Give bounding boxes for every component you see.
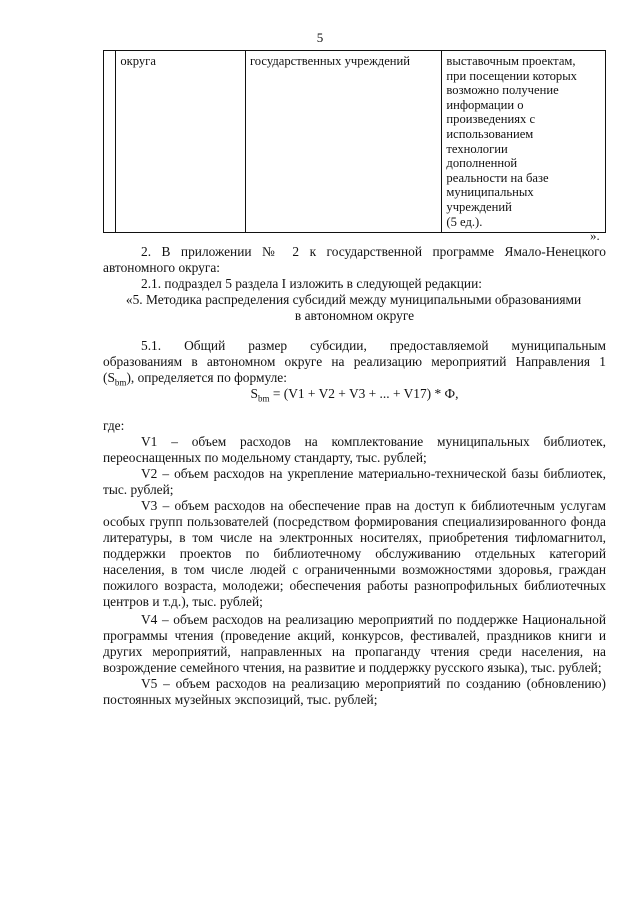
section-2-line-1: 2. В приложении № 2 к государственной программе Ямало-Ненецкого bbox=[141, 244, 606, 259]
indicator-line: дополненной bbox=[446, 156, 518, 171]
indicator-line: (5 ед.). bbox=[446, 214, 483, 229]
indicator-line: муниципальных bbox=[446, 185, 534, 200]
indicator-line: возможно получение bbox=[446, 83, 559, 98]
definition-v3: V3 – объем расходов на обеспечение прав на доступ к библиотечным услугам особых групп пользователей (посредством формирования специализированного фонда литературы, в том числе на электронных носителях, приобретения тифломагнитол, поддержки проектов по библиотечному обслуживанию отдельных категорий населения, в том числе людей с ограниченными возможностями здоровья, граждан пожилого возраста, молодежи; обеспечения работы разнопрофильных библиотечных центров и т.д.), тыс. рублей; bbox=[103, 498, 606, 609]
methodology-heading-line-1: «5. Методика распределения субсидий между муниципальными образованиями bbox=[125, 292, 582, 307]
table-cell-region: округа bbox=[116, 51, 246, 233]
definition-v5: V5 – объем расходов на реализацию мероприятий по созданию (обновлению) постоянных музейных экспозиций, тыс. рублей; bbox=[103, 676, 606, 707]
paragraph-5-1-line-1: 5.1. Общий размер субсидии, предоставляемой муниципальным bbox=[141, 338, 606, 353]
indicator-line: учреждений bbox=[446, 199, 512, 214]
table-cell-indicator bbox=[442, 51, 606, 233]
sbm-subscript: bm bbox=[114, 377, 127, 388]
methodology-heading-line-2: в автономном округе bbox=[294, 308, 415, 323]
indicator-line: при посещении которых bbox=[446, 68, 577, 83]
definition-v1: V1 – объем расходов на комплектование муниципальных библиотек, переоснащенных по модельному стандарту, тыс. рублей; bbox=[103, 434, 606, 465]
indicator-line: выставочным проектам, bbox=[446, 54, 576, 68]
definition-v4: V4 – объем расходов на реализацию мероприятий по поддержке Национальной программы чтения (проведение акций, конкурсов, фестивалей, праздников книги и других мероприятий, направленных на пропаганду чтения среди населения, на возрождение семейного чтения, на развитие и поддержку русского языка), тыс. рублей; bbox=[103, 612, 606, 675]
formula bbox=[103, 386, 606, 404]
paragraph-5-1-line-2: образованиям в автономном округе на реализацию мероприятий Направления 1 bbox=[103, 354, 606, 369]
page-number: 5 bbox=[316, 30, 324, 45]
indicator-line: использованием bbox=[446, 126, 534, 141]
indicator-line: произведениях с bbox=[446, 112, 536, 127]
formula-subscript: bm bbox=[257, 393, 270, 404]
formula-expression: = (V1 + V2 + V3 + ... + V17) * Ф, bbox=[269, 386, 459, 401]
indicator-line: технологии bbox=[446, 141, 508, 156]
where-label: где: bbox=[103, 418, 125, 433]
closing-quote: ». bbox=[590, 228, 600, 243]
section-2-line-2: автономного округа: bbox=[103, 260, 221, 275]
table-cell-institutions: государственных учреждений bbox=[245, 51, 441, 233]
section-2-1: 2.1. подраздел 5 раздела I изложить в следующей редакции: bbox=[141, 276, 482, 291]
sbm-symbol: (S bbox=[103, 370, 115, 385]
table-cell-blank bbox=[104, 51, 116, 233]
continuation-table bbox=[103, 50, 606, 233]
paragraph-5-1-tail: ), определяется по формуле: bbox=[126, 370, 287, 385]
formula-symbol: S bbox=[250, 386, 258, 401]
indicator-line: реальности на базе bbox=[446, 170, 549, 185]
indicator-line: информации о bbox=[446, 97, 524, 112]
definition-v2: V2 – объем расходов на укрепление материально-технической базы библиотек, тыс. рублей; bbox=[103, 466, 606, 497]
table-row bbox=[104, 51, 606, 233]
